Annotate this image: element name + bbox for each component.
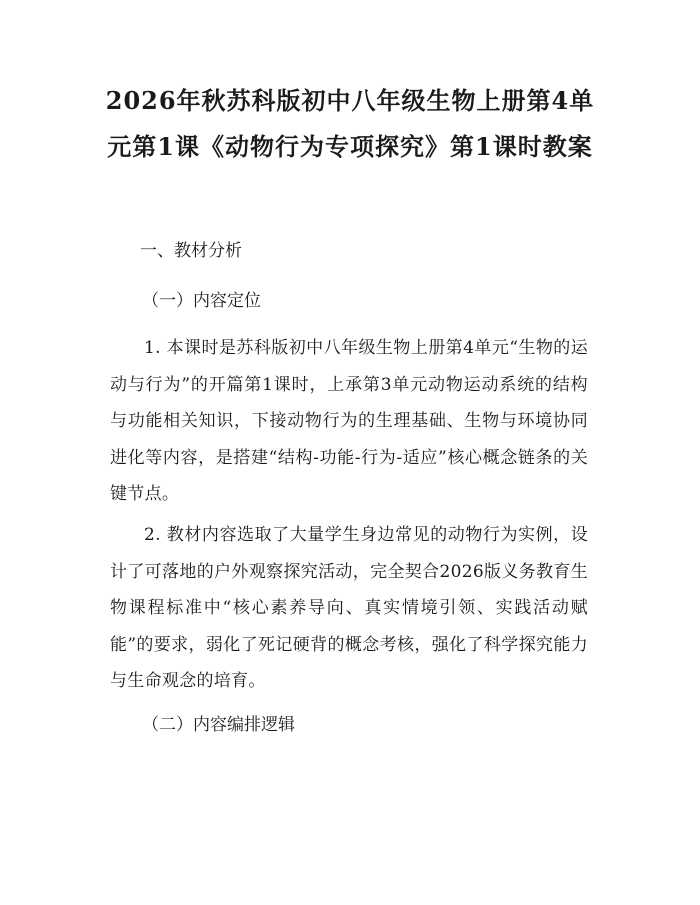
subsection-heading-content-arrangement: （二）内容编排逻辑 <box>142 715 295 735</box>
document-title: 2026年秋苏科版初中八年级生物上册第4单元第1课《动物行为专项探究》第1课时教案 <box>105 86 595 161</box>
paragraph-1: 1. 本课时是苏科版初中八年级生物上册第4单元“生物的运动与行为”的开篇第1课时，上承第3单元动物运动系统的结构与功能相关知识，下接动物行为的生理基础、生物与环境协同进化等内容，是搭建“结构-功能-行为-适应”核心概念链条的关键节点。 <box>110 338 588 504</box>
section-heading-teaching-material-analysis: 一、教材分析 <box>140 241 242 261</box>
subsection-heading-content-positioning: （一）内容定位 <box>142 291 261 311</box>
paragraph-2: 2. 教材内容选取了大量学生身边常见的动物行为实例，设计了可落地的户外观察探究活动，完全契合2026版义务教育生物课程标准中“核心素养导向、真实情境引领、实践活动赋能”的要求，弱化了死记硬背的概念考核，强化了科学探究能力与生命观念的培育。 <box>110 525 588 691</box>
